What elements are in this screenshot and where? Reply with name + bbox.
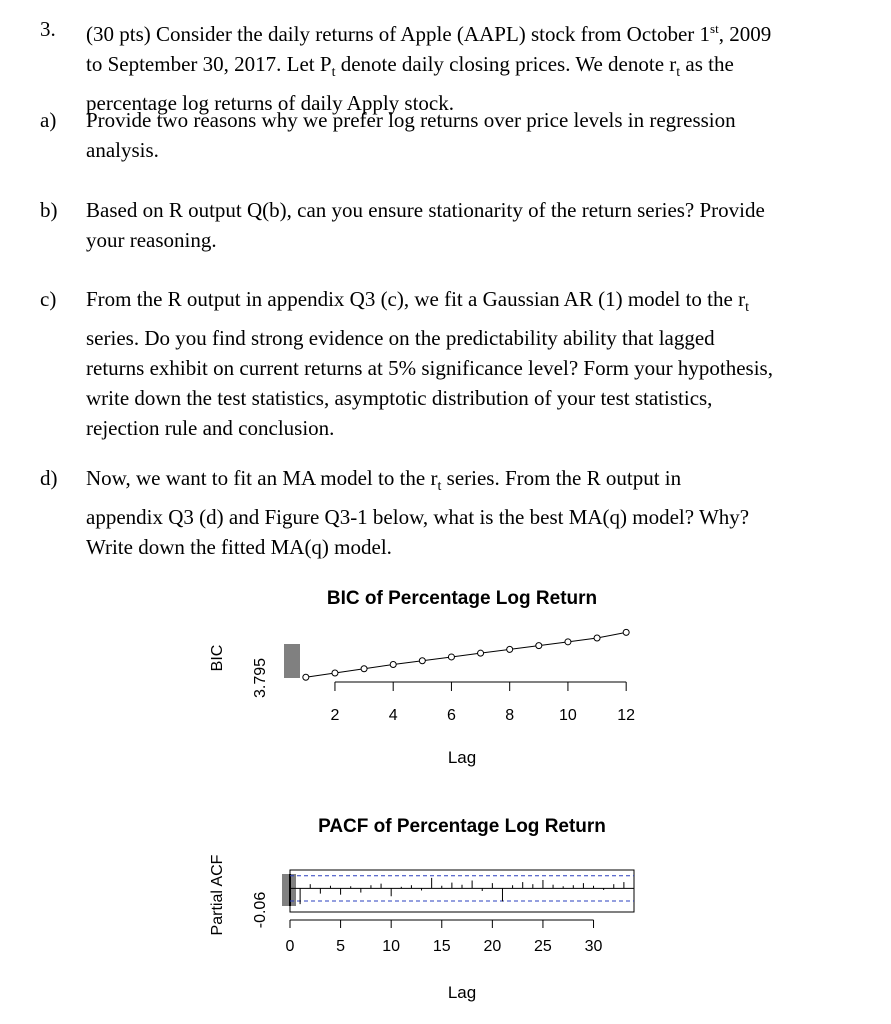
pacf-chart: [0, 800, 891, 1015]
bic-series: [303, 629, 629, 680]
return-symbol: r: [430, 466, 438, 490]
bic-line: [306, 632, 626, 677]
bic-point: [390, 662, 396, 668]
question-number: 3.: [40, 17, 56, 41]
part-text-line: Now, we want to fit an MA model to the $r_t$ series. From the R output in: [86, 466, 682, 495]
part-label: d): [40, 466, 58, 490]
y-axis-label: Partial ACF: [209, 854, 226, 936]
part-text-line: returns exhibit on current returns at 5% significance level? Form your hypothesis,: [86, 356, 773, 381]
bic-point: [507, 646, 513, 652]
bic-point: [419, 658, 425, 664]
intro-line-3: percentage log returns of daily Apply stock.: [86, 91, 454, 116]
part-text-line: Provide two reasons why we prefer log returns over price levels in regression: [86, 108, 736, 132]
x-tick-label: 12: [617, 707, 636, 724]
bic-chart: [0, 570, 891, 785]
bic-point: [594, 635, 600, 641]
part-text-line: series. Do you find strong evidence on the predictability ability that lagged: [86, 326, 715, 351]
y-tick-label: -0.06: [252, 891, 269, 929]
question-intro: [86, 14, 876, 118]
bic-point: [332, 670, 338, 676]
price-symbol: P: [319, 52, 332, 76]
chart-title: BIC of Percentage Log Return: [326, 588, 598, 609]
bic-point: [478, 650, 484, 656]
x-tick-label: 20: [483, 938, 502, 955]
pacf-plot: [290, 870, 634, 912]
x-tick-label: 6: [446, 707, 456, 724]
return-symbol: r: [738, 287, 746, 311]
part-text-line: Based on R output Q(b), can you ensure stationarity of the return series? Provide: [86, 198, 765, 222]
part-label: a): [40, 108, 57, 132]
intro-line-2: to September 30, 2017. Let $P_t$ denote daily closing prices. We denote $r_t$ as the: [86, 52, 734, 81]
part-text-line: rejection rule and conclusion.: [86, 416, 335, 441]
x-tick-label: 0: [285, 938, 295, 955]
intro-line-1: (30 pts) Consider the daily returns of Apple (AAPL) stock from October 1st, 2009: [86, 21, 772, 46]
x-axis-label: Lag: [447, 983, 477, 1002]
x-tick-label: 2: [330, 707, 340, 724]
part-text-line: your reasoning.: [86, 228, 217, 252]
x-tick-label: 30: [584, 938, 603, 955]
part-text-line: analysis.: [86, 138, 159, 162]
bic-point: [565, 639, 571, 645]
x-tick-label: 4: [388, 707, 398, 724]
y-axis-ticks: [285, 644, 299, 678]
part-text-line: appendix Q3 (d) and Figure Q3-1 below, what is the best MA(q) model? Why?: [86, 505, 750, 530]
part-text-line: Write down the fitted MA(q) model.: [86, 535, 392, 560]
x-tick-label: 10: [382, 938, 401, 955]
x-tick-label: 15: [432, 938, 451, 955]
bic-point: [623, 629, 629, 635]
plot-frame: [290, 870, 634, 912]
x-axis: [330, 682, 635, 724]
y-axis-label: BIC: [209, 644, 226, 672]
return-symbol: r: [669, 52, 677, 76]
bic-point: [536, 643, 542, 649]
part-text-line: write down the test statistics, asymptotic distribution of your test statistics,: [86, 386, 713, 411]
y-tick-label: 3.795: [252, 657, 269, 699]
bic-point: [361, 666, 367, 672]
x-tick-label: 5: [336, 938, 346, 955]
x-axis: [286, 920, 603, 955]
x-tick-label: 25: [534, 938, 552, 955]
part-label: c): [40, 287, 57, 311]
chart-title: PACF of Percentage Log Return: [318, 816, 606, 837]
bic-point: [448, 654, 454, 660]
x-axis-label: Lag: [447, 748, 477, 767]
part-label: b): [40, 198, 58, 222]
part-text-line: From the R output in appendix Q3 (c), we fit a Gaussian AR (1) model to the $r_t$: [86, 287, 749, 316]
x-tick-label: 8: [505, 707, 515, 724]
bic-point: [303, 674, 309, 680]
x-tick-label: 10: [559, 707, 577, 724]
